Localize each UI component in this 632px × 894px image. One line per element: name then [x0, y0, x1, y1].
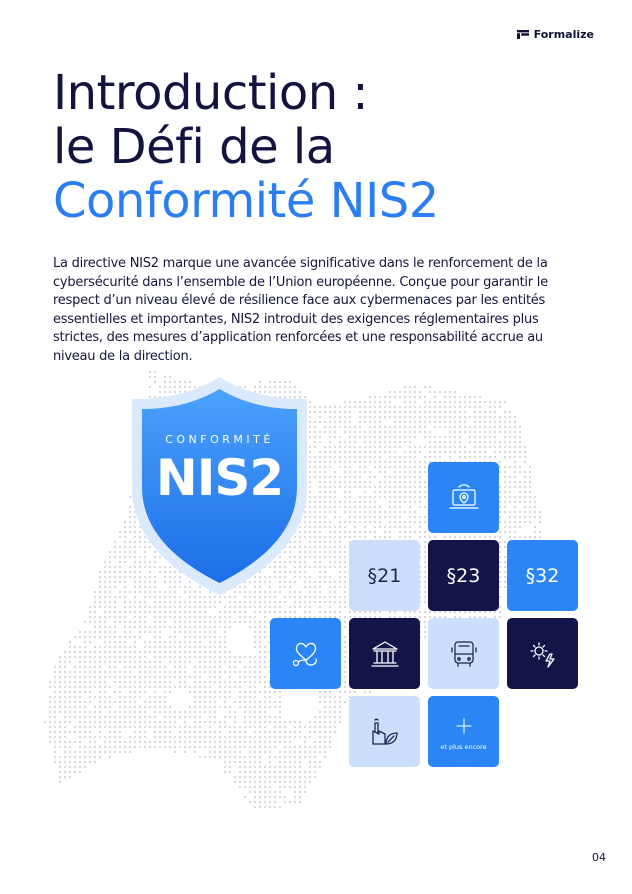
- more-label: et plus encore: [440, 742, 487, 751]
- tile-energy: [507, 618, 578, 689]
- tile-article-21: [349, 540, 420, 611]
- tile-article-32: [507, 540, 578, 611]
- article-21-label: §21: [367, 564, 402, 587]
- shield-subtitle: CONFORMITÉ: [165, 433, 274, 446]
- article-32-label: §32: [525, 564, 560, 587]
- shield-title: NIS2: [155, 449, 284, 507]
- title-line-1: Introduction :: [53, 65, 369, 121]
- tile-digital-infrastructure: [428, 462, 499, 533]
- transport-icon: [446, 636, 482, 672]
- tile-transport: [428, 618, 499, 689]
- tile-public-administration: [349, 618, 420, 689]
- industry-icon: [367, 714, 403, 750]
- brand-name: Formalize: [533, 28, 594, 41]
- intro-paragraph: La directive NIS2 marque une avancée significative dans le renforcement de la cybersécurité dans l’ensemble de l’Union européenne. Conçue pour garantir le respect d’un niveau élevé de résilience face aux cybermenaces par les entités essentielles et importantes, NIS2 introduit des exigences réglementaires plus strictes, des mesures d’application renforcées et une responsabilité accrue au niveau de la direction.: [53, 256, 548, 364]
- title-line-3: Conformité NIS2: [53, 173, 439, 229]
- plus-icon: [451, 713, 477, 739]
- page-number: 04: [592, 851, 606, 864]
- health-icon: [288, 636, 324, 672]
- tile-health: [270, 618, 341, 689]
- digital-infrastructure-icon: [446, 480, 482, 516]
- public-administration-icon: [367, 636, 403, 672]
- energy-icon: [525, 636, 561, 672]
- tile-article-23: [428, 540, 499, 611]
- article-23-label: §23: [446, 564, 481, 587]
- tile-industry: [349, 696, 420, 767]
- tile-more: [428, 696, 499, 767]
- title-line-2: le Défi de la: [53, 119, 335, 175]
